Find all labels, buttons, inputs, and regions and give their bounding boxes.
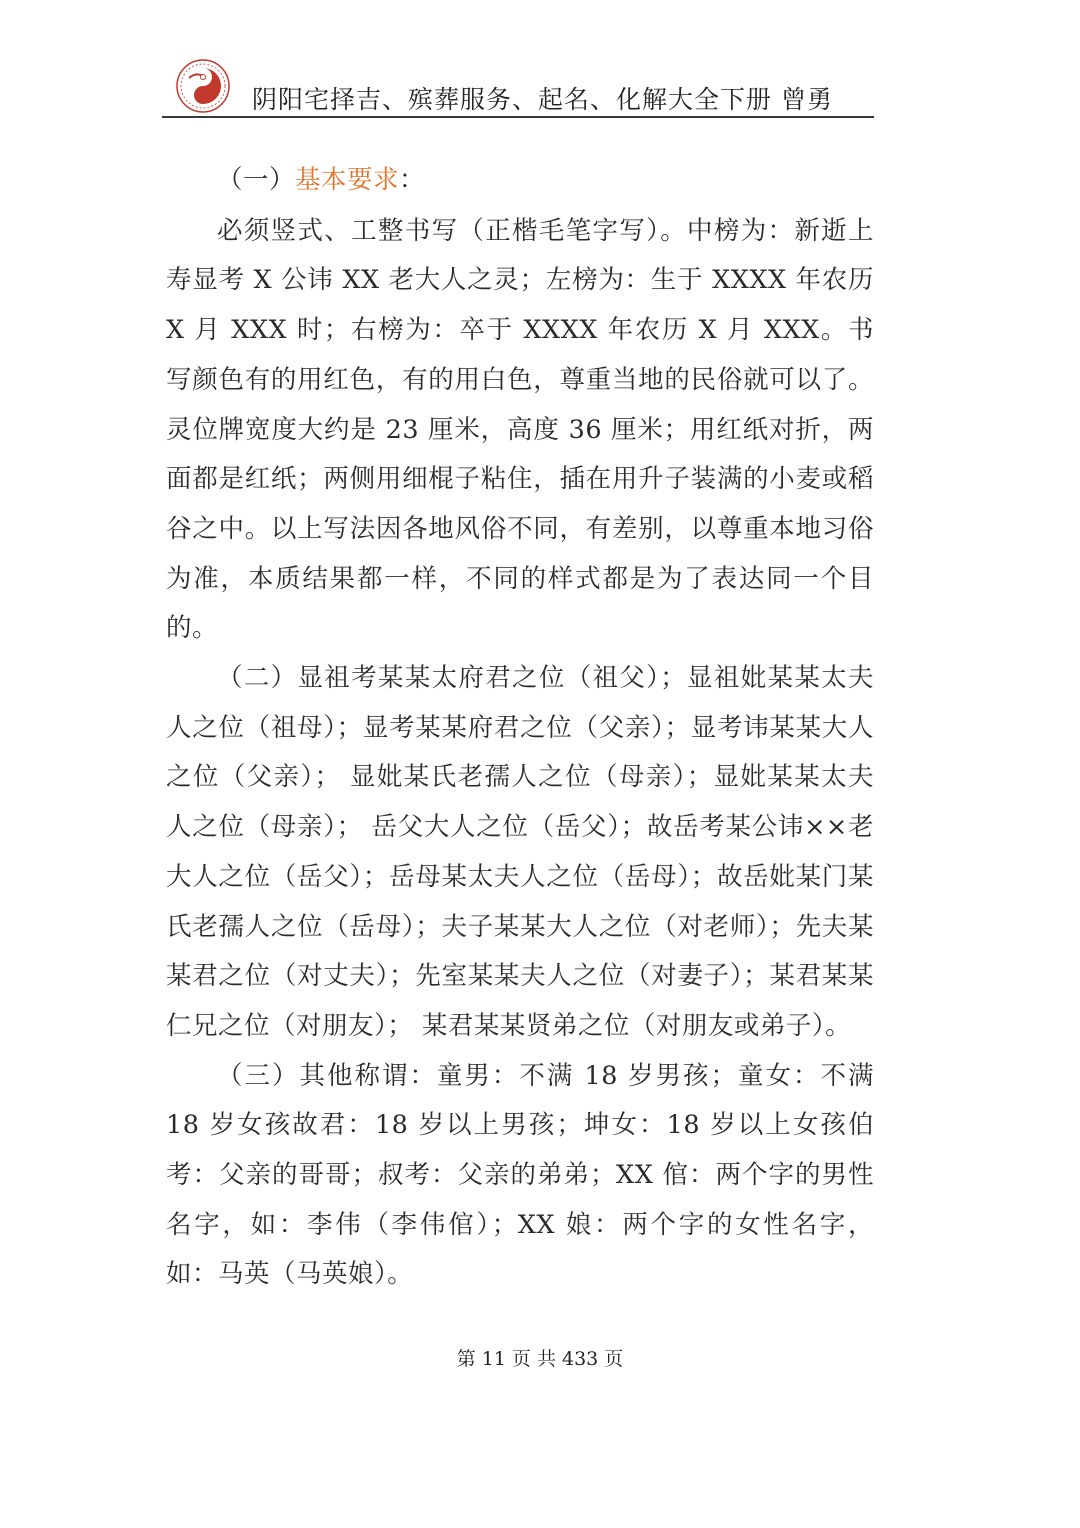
yin-yang-circle-logo-icon [172,58,234,114]
section-1-heading [166,156,874,206]
section-1-heading-colon: ： [399,165,426,195]
page-header [162,58,874,120]
section-3-paragraph: （三）其他称谓：童男：不满 18 岁男孩；童女：不满 18 岁女孩故君：18 岁以上男孩；坤女：18 岁以上女孩伯考：父亲的哥哥；叔考：父亲的弟弟；XX 倌：两个字的男性名字，如：李伟（李伟倌）；XX 娘：两个字的女性名字，如：马英（马英娘）。 [166,1060,874,1290]
header-divider [162,116,874,118]
section-1-paragraph: 必须竖式、工整书写（正楷毛笔字写）。中榜为：新逝上寿显考 X 公讳 XX 老大人之灵；左榜为：生于 XXXX 年农历 X 月 XXX 时；右榜为：卒于 XXXX 年农历 X 月 XXX。书写颜色有的用红色，有的用白色，尊重当地的民俗就可以了。灵位牌宽度大约是 23 厘米，高度 36 厘米；用红纸对折，两面都是红纸；两侧用细棍子粘住，插在用升子装满的小麦或稻谷之中。以上写法因各地风俗不同，有差别，以尊重本地习俗为准，本质结果都一样，不同的样式都是为了表达同一个目的。 [166,215,874,644]
document-body [166,156,874,1300]
section-2-paragraph: （二）显祖考某某太府君之位（祖父）；显祖妣某某太夫人之位（祖母）；显考某某府君之位（父亲）；显考讳某某大人之位（父亲）； 显妣某氏老孺人之位（母亲）；显妣某某太夫人之位（母亲）； 岳父大人之位（岳父）；故岳考某公讳××老大人之位（岳父）；岳母某太夫人之位（岳母）；故岳妣某门某氏老孺人之位（岳母）；夫子某某大人之位（对老师）；先夫某某君之位（对丈夫）；先室某某夫人之位（对妻子）；某君某某仁兄之位（对朋友）； 某君某某贤弟之位（对朋友或弟子）。 [166,663,874,1041]
section-1-prefix: （一） [217,165,296,195]
section-1-heading-text: 基本要求 [295,165,400,195]
page-number-footer: 第 11 页 共 433 页 [456,1348,624,1370]
header-title: 阴阳宅择吉、殡葬服务、起名、化解大全下册 曾勇 [252,85,833,114]
